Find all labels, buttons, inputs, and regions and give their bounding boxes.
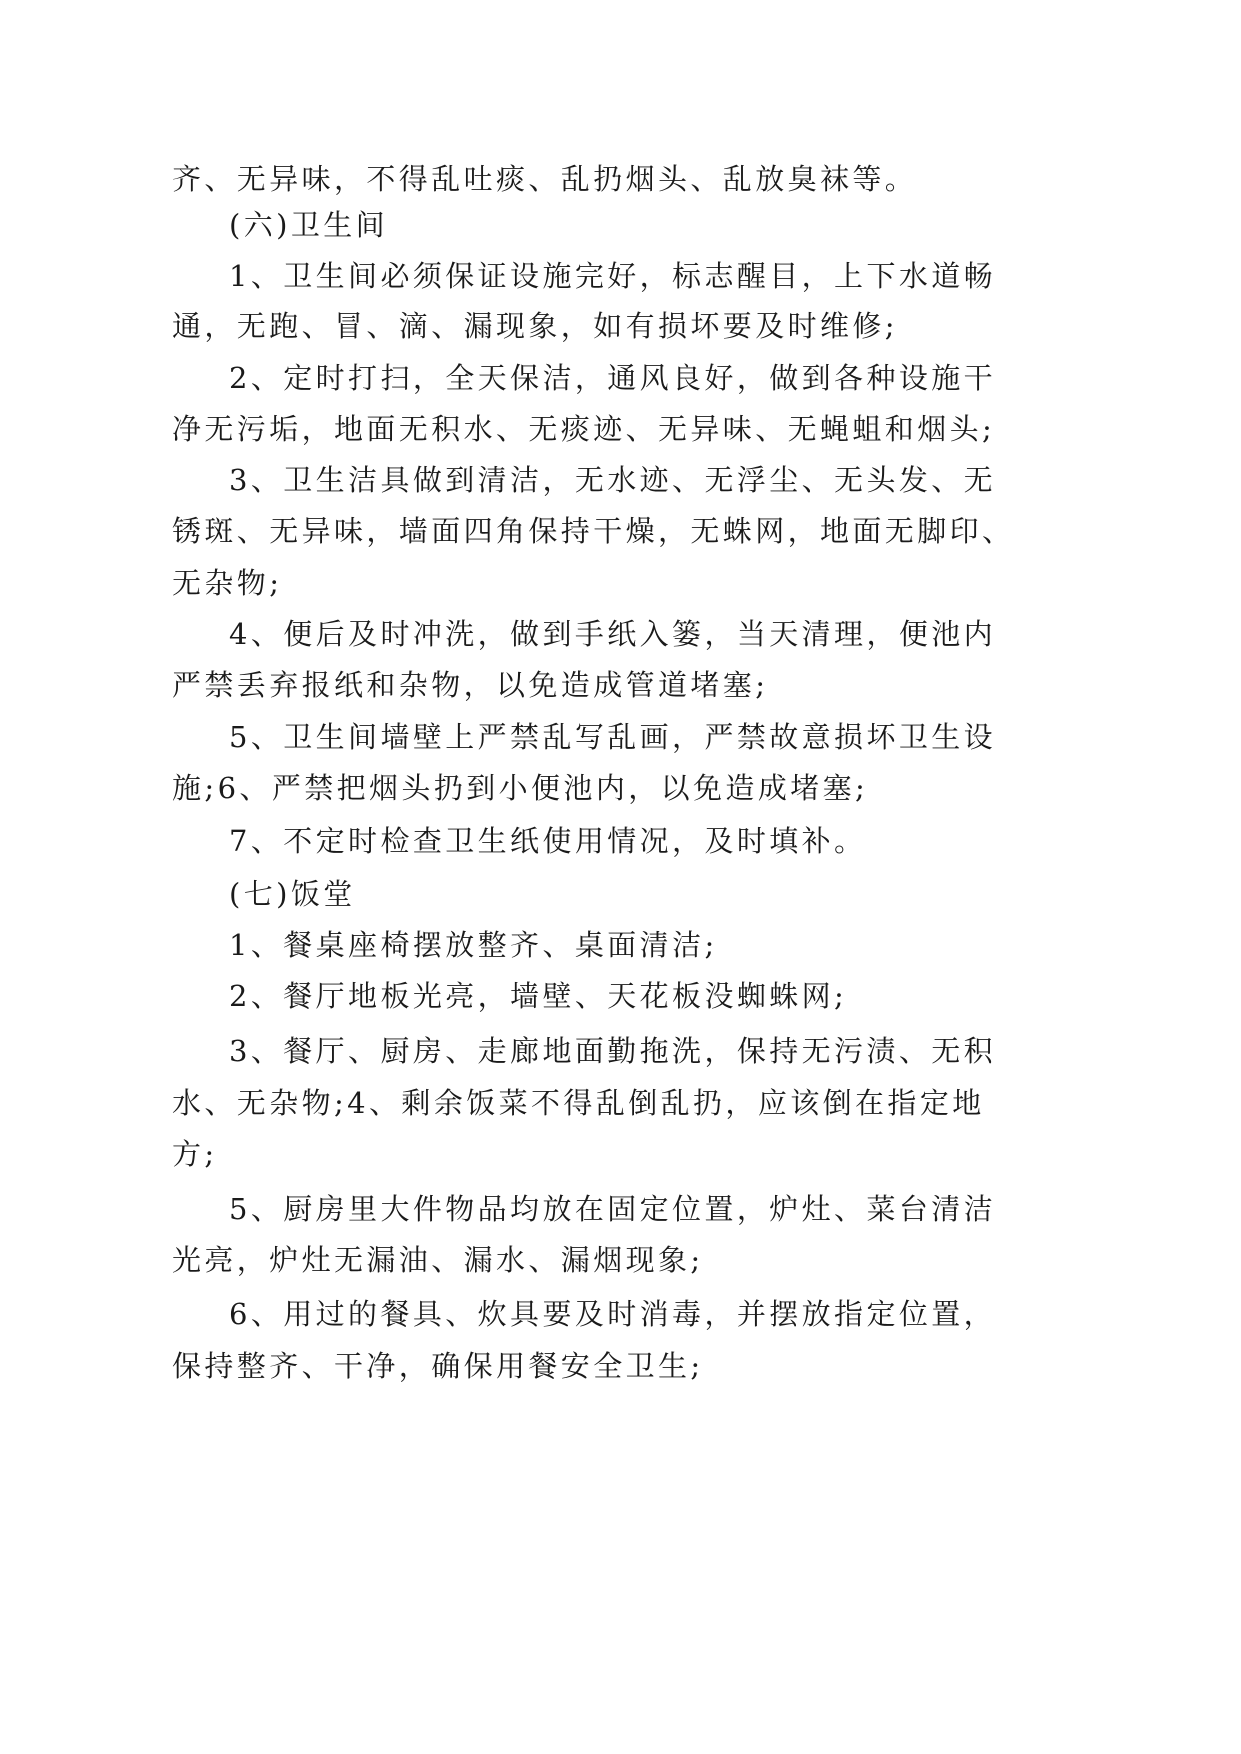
text-line: 2、定时打扫，全天保洁，通风良好，做到各种设施干: [229, 361, 997, 395]
text-line: 6、用过的餐具、炊具要及时消毒，并摆放指定位置，: [229, 1297, 997, 1331]
text-line: 严禁丢弃报纸和杂物，以免造成管道堵塞;: [172, 668, 769, 702]
text-line: 无杂物;: [172, 566, 283, 600]
section-heading-restroom: (六)卫生间: [229, 208, 389, 242]
text-line: 7、不定时检查卫生纸使用情况，及时填补。: [229, 824, 867, 858]
text-line: 5、厨房里大件物品均放在固定位置，炉灶、菜台清洁: [229, 1192, 997, 1226]
text-line: 水、无杂物;4、剩余饭菜不得乱倒乱扔，应该倒在指定地: [172, 1086, 985, 1120]
text-line: 齐、无异味，不得乱吐痰、乱扔烟头、乱放臭袜等。: [172, 162, 918, 196]
text-line: 1、餐桌座椅摆放整齐、桌面清洁;: [229, 928, 718, 962]
text-line: 净无污垢，地面无积水、无痰迹、无异味、无蝇蛆和烟头;: [172, 412, 996, 446]
text-line: 1、卫生间必须保证设施完好，标志醒目，上下水道畅: [229, 259, 997, 293]
text-line: 保持整齐、干净，确保用餐安全卫生;: [172, 1349, 704, 1383]
text-line: 5、卫生间墙壁上严禁乱写乱画，严禁故意损坏卫生设: [229, 720, 997, 754]
section-heading-canteen: (七)饭堂: [229, 877, 356, 911]
text-line: 锈斑、无异味，墙面四角保持干燥，无蛛网，地面无脚印、: [172, 514, 1015, 548]
text-line: 通，无跑、冒、滴、漏现象，如有损坏要及时维修;: [172, 309, 898, 343]
text-line: 3、卫生洁具做到清洁，无水迹、无浮尘、无头发、无: [229, 463, 997, 497]
text-line: 2、餐厅地板光亮，墙壁、天花板没蜘蛛网;: [229, 979, 848, 1013]
text-line: 方;: [172, 1137, 218, 1171]
text-line: 光亮，炉灶无漏油、漏水、漏烟现象;: [172, 1243, 704, 1277]
text-line: 4、便后及时冲洗，做到手纸入篓，当天清理，便池内: [229, 617, 997, 651]
text-line: 3、餐厅、厨房、走廊地面勤拖洗，保持无污渍、无积: [229, 1034, 997, 1068]
text-line: 施;6、严禁把烟头扔到小便池内，以免造成堵塞;: [172, 771, 869, 805]
